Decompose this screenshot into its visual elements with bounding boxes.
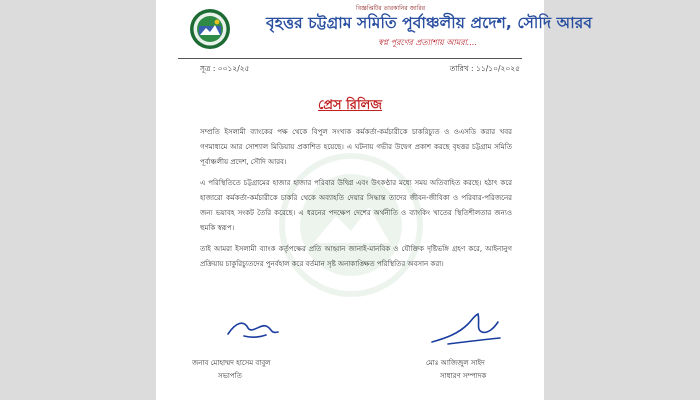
president-name: জনাব মোহাম্মদ হাসেম বাবুল [192, 359, 271, 367]
organization-name: বৃহত্তর চট্টগ্রাম সমিতি পূর্বাঞ্চলীয় প্রদেশ, সৌদি আরব [266, 14, 593, 32]
secretary-name: মোঃ আজিজুল সাইদ [426, 359, 485, 367]
organization-logo [189, 8, 231, 50]
body-paragraph-2: এ পরিস্থিতিতে চট্টগ্রামের হাজার হাজার পরিবার উদ্বিগ্ন এবং উৎকণ্ঠার মধ্যে সময় অতিবাহিত করছে। হঠাৎ করে হাজারো কর্মকর্তা-কর্মচারীকে চাকরি থেকে অব্যাহতি দেয়ার সিদ্ধান্ত তাদের জীবন-জীবিকা ও পরিবার-পরিজনের জন্য ভয়াবহ সংকট তৈরি করেছে। এ ধরনের পদক্ষেপ দেশের অর্থনীতি ও ব্যাংকিং খাতের স্থিতিশীলতার জন্যও হুমকি স্বরূপ। [200, 179, 512, 232]
reference-number: সূত্র : ০০১২/২৫ [200, 64, 250, 73]
issue-date: তারিখ : ১১/১০/২০২৫ [449, 64, 520, 73]
header-caption: বিজ্ঞপ্তিটির তারকানির জারির [356, 5, 426, 12]
body-paragraph-1: সম্প্রতি ইসলামী ব্যাংকের পক্ষ থেকে বিপুল সংখ্যক কর্মকর্তা-কর্মচারীকে চাকরিচ্যুত ও ওএসডি করার খবর গণমাধ্যমে আর সোশ্যাল মিডিয়ায় প্রকাশিত হয়েছে। এ ঘটনায় গভীর উদ্বেগ প্রকাশ করছে বৃহত্তর চট্টগ্রাম সমিতি পূর্বাঞ্চলীয় প্রদেশ, সৌদি আরব। [200, 128, 512, 166]
president-signature [200, 314, 320, 344]
president-title: সভাপতি [218, 372, 242, 380]
document-body [200, 125, 512, 278]
secretary-title: সাধারণ সম্পাদক [440, 372, 487, 380]
header-divider [178, 58, 522, 59]
body-paragraph-3: তাই আমরা ইসলামী ব্যাংক কর্তৃপক্ষের প্রতি আহ্বান জানাই-মানবিক ও যৌক্তিক দৃষ্টিভঙ্গি গ্রহণ করে, আইনানুগ প্রক্রিয়ায় চাকুরিচ্যুতদের পুনর্বহাল করে বর্তমান সৃষ্ট অনাকাঙ্ক্ষিত পরিস্থিতির অবসান করা। [200, 245, 512, 268]
organization-tagline: স্বপ্ন পূরণের প্রত্যাশায় আমরা.... [378, 38, 478, 47]
document-title: প্রেস রিলিজ [318, 98, 382, 113]
secretary-signature [428, 308, 508, 346]
press-release-document [156, 0, 593, 400]
